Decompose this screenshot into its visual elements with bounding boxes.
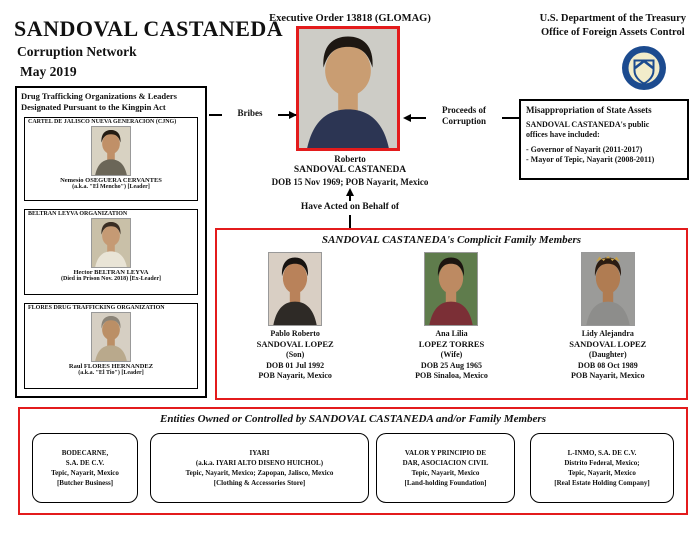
member-last-name: SANDOVAL LOPEZ [569, 339, 647, 350]
member-relation: (Daughter) [588, 350, 627, 360]
kingpin-designations-box [15, 86, 207, 398]
proceeds-label-line2: Corruption [441, 115, 486, 126]
public-office-item: - Mayor of Tepic, Nayarit (2008-2011) [526, 155, 655, 165]
member-pob: POB Sinaloa, Mexico [415, 371, 488, 381]
photo-ana-lopez [424, 252, 478, 326]
entity-name2: DAR, ASOCIACION CIVIL [402, 458, 489, 467]
family-box-title: SANDOVAL CASTANEDA's Complicit Family Members [321, 234, 582, 246]
family-card-son [218, 252, 373, 382]
entity-location: Tepic, Nayarit, Mexico [411, 469, 480, 477]
public-office-item: - Governor of Nayarit (2011-2017) [526, 145, 643, 154]
entity-type: [Land-holding Foundation] [404, 479, 487, 488]
family-card-daughter [530, 252, 685, 382]
photo-lidy-sandoval [581, 252, 635, 326]
central-figure-last-name: SANDOVAL CASTANEDA [293, 165, 407, 176]
org-title: BELTRAN LEYVA ORGANIZATION [28, 211, 128, 218]
proceeds-label-line1: Proceeds of [441, 105, 487, 115]
member-first-name: Lidy Alejandra [581, 329, 634, 338]
photo-nemesio-oseguera [91, 126, 131, 176]
chart-date: May 2019 [20, 64, 77, 79]
member-dob: DOB 01 Jul 1992 [266, 360, 325, 370]
entity-card-iyari [150, 433, 369, 503]
kingpin-box-title-line1: Drug Trafficking Organizations & Leaders [21, 91, 177, 101]
family-card-wife [374, 252, 529, 382]
entity-name2: S.A. DE C.V. [65, 458, 105, 467]
entity-name: IYARI [249, 448, 270, 457]
agency-header [540, 12, 686, 39]
entity-location: Distrito Federal, Mexico; [564, 458, 640, 467]
entity-card-valor [376, 433, 515, 503]
executive-order-label: Executive Order 13818 (GLOMAG) [269, 13, 431, 24]
entity-type: [Clothing & Accessories Store] [213, 479, 306, 488]
member-pob: POB Nayarit, Mexico [571, 371, 645, 381]
entity-location2: Tepic, Nayarit, Mexico [568, 469, 636, 477]
org-leader-name: Raul FLORES HERNANDEZ [68, 363, 154, 371]
central-figure-caption [245, 154, 455, 188]
entity-name: BODECARNE, [61, 448, 109, 457]
central-figure-dob-pob: DOB 15 Nov 1969; POB Nayarit, Mexico [271, 177, 429, 188]
photo-raul-flores [91, 312, 131, 362]
acted-on-behalf-label: Have Acted on Behalf of [262, 201, 438, 214]
member-relation: (Son) [286, 350, 305, 360]
bribes-arrow-label: Bribes [222, 107, 278, 120]
member-dob: DOB 08 Oct 1989 [577, 360, 638, 370]
member-pob: POB Nayarit, Mexico [258, 371, 332, 381]
entity-aka: (a.k.a. IYARI ALTO DISENO HUICHOL) [195, 458, 324, 467]
misappropriation-body-line2: offices have included: [526, 130, 600, 139]
proceeds-arrowhead-icon [403, 114, 411, 122]
photo-hector-beltran [91, 218, 131, 268]
page-subtitle: Corruption Network [17, 44, 137, 59]
acted-arrow-line-lower [349, 215, 351, 228]
org-title: CARTEL DE JALISCO NUEVA GENERACION (CJNG) [28, 119, 177, 126]
page-title: SANDOVAL CASTANEDA [14, 16, 284, 41]
photo-pablo-sandoval [268, 252, 322, 326]
member-first-name: Ana Lilia [435, 329, 468, 338]
org-leader-detail: (a.k.a. "El Mencho") [Leader] [72, 184, 150, 191]
org-card-flores [24, 303, 198, 389]
org-leader-name: Nemesio OSEGUERA CERVANTES [60, 177, 162, 185]
bribes-arrowhead-icon [289, 111, 297, 119]
entity-name: VALOR Y PRINCIPIO DE [404, 448, 487, 457]
entity-card-bodecarne [32, 433, 138, 503]
entities-box [18, 407, 688, 515]
misappropriation-title: Misappropriation of State Assets [526, 105, 652, 115]
member-last-name: SANDOVAL LOPEZ [256, 339, 334, 350]
agency-line2: Office of Foreign Assets Control [540, 26, 685, 38]
org-card-cjng [24, 117, 198, 201]
member-last-name: LOPEZ TORRES [418, 339, 485, 350]
entity-location: Tepic, Nayarit, Mexico [51, 469, 119, 477]
member-relation: (Wife) [440, 350, 463, 360]
photo-roberto-sandoval [296, 26, 400, 151]
central-figure-first-name: Roberto [334, 154, 366, 164]
entities-box-title: Entities Owned or Controlled by SANDOVAL CASTANEDA and/or Family Members [160, 413, 546, 425]
kingpin-box-title-line2: Designated Pursuant to the Kingpin Act [21, 101, 166, 112]
org-leader-name: Hector BELTRAN LEYVA [73, 269, 149, 277]
org-title: FLORES DRUG TRAFFICKING ORGANIZATION [28, 305, 165, 312]
member-first-name: Pablo Roberto [270, 329, 320, 338]
entity-name: L-INMO, S.A. DE C.V. [567, 448, 637, 457]
misappropriation-body-line1: SANDOVAL CASTANEDA's public [526, 120, 650, 129]
entity-type: [Real Estate Holding Company] [554, 479, 650, 488]
entity-type: [Butcher Business] [56, 479, 114, 488]
member-dob: DOB 25 Aug 1965 [420, 360, 483, 370]
org-leader-detail: (Died in Prison Nov. 2018) [Ex-Leader] [61, 276, 161, 283]
agency-line1: U.S. Department of the Treasury [539, 13, 686, 24]
org-card-beltran-leyva [24, 209, 198, 295]
treasury-seal-icon [621, 45, 667, 91]
proceeds-arrow-label [426, 104, 502, 128]
entity-card-linmo [530, 433, 674, 503]
family-members-box [215, 228, 688, 400]
org-leader-detail: (a.k.a. "El Tio") [Leader] [78, 370, 144, 377]
misappropriation-box [519, 99, 689, 180]
entity-location: Tepic, Nayarit, Mexico; Zapopan, Jalisco, Mexico [185, 469, 334, 477]
